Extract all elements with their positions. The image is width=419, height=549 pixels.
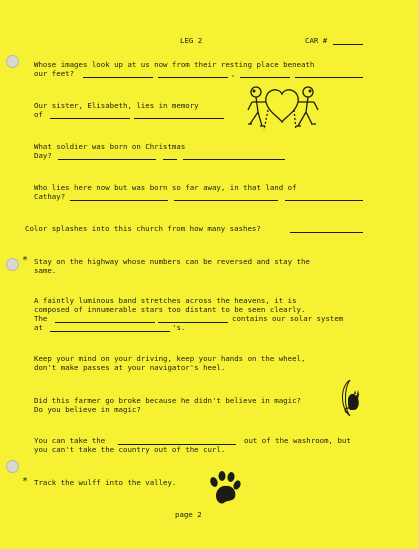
- answer-blank-7c[interactable]: [50, 324, 170, 332]
- question-9-line-2: Do you believe in magic?: [34, 405, 141, 414]
- answer-blank-10[interactable]: [118, 437, 236, 445]
- answer-blank-4a[interactable]: [70, 193, 168, 201]
- answer-blank-4b[interactable]: [174, 193, 278, 201]
- answer-blank-2b[interactable]: [134, 111, 224, 119]
- binder-hole-bottom: [6, 460, 19, 473]
- answer-blank-2a[interactable]: [50, 111, 130, 119]
- answer-blank-7b[interactable]: [158, 315, 228, 323]
- cat-on-moon-icon: [336, 378, 362, 418]
- question-2-line-1: Our sister, Elisabeth, lies in memory: [34, 101, 199, 110]
- binder-hole-top: [6, 55, 19, 68]
- car-number-blank[interactable]: [333, 37, 363, 45]
- answer-blank-4c[interactable]: [285, 193, 363, 201]
- leg-label: LEG 2: [180, 36, 203, 45]
- answer-blank-3b[interactable]: [163, 152, 177, 160]
- question-11-line-1: Track the wulff into the valley.: [34, 478, 177, 487]
- question-2-line-2: of: [34, 110, 43, 119]
- answer-blank-3c[interactable]: [183, 152, 285, 160]
- answer-blank-1d[interactable]: [295, 70, 363, 78]
- question-8-line-2: don't make passes at your navigator's heel.: [34, 363, 226, 372]
- bullet-q11: *: [22, 476, 29, 487]
- question-10-line-2: you can't take the country out of the curl.: [34, 445, 226, 454]
- answer-blank-1b[interactable]: [158, 70, 228, 78]
- answer-blank-7a[interactable]: [55, 315, 155, 323]
- answer-blank-1c[interactable]: [240, 70, 290, 78]
- question-6-line-2: same.: [34, 266, 57, 275]
- binder-hole-middle: [6, 258, 19, 271]
- question-7-line-4a: at: [34, 323, 43, 332]
- question-1-line-1: Whose images look up at us now from their resting place beneath: [34, 60, 315, 69]
- car-label: CAR #: [305, 36, 328, 45]
- dancing-figures-icon: [238, 80, 324, 140]
- question-7-line-2: composed of innumerable stars too distant to be seen clearly.: [34, 305, 306, 314]
- answer-blank-5[interactable]: [290, 225, 363, 233]
- question-4-line-2: Cathay?: [34, 192, 66, 201]
- question-7-line-3b: contains our solar system: [232, 314, 344, 323]
- answer-blank-3a[interactable]: [58, 152, 156, 160]
- question-8-line-1: Keep your mind on your driving, keep your hands on the wheel,: [34, 354, 306, 363]
- answer-blank-1a[interactable]: [83, 70, 153, 78]
- question-1-comma: ,: [231, 69, 236, 78]
- question-9-line-1: Did this farmer go broke because he didn't believe in magic?: [34, 396, 301, 405]
- question-1-line-2: our feet?: [34, 69, 75, 78]
- paw-print-icon: [206, 470, 244, 506]
- question-7-line-3a: The: [34, 314, 48, 323]
- question-4-line-1: Who lies here now but was born so far away, in that land of: [34, 183, 297, 192]
- question-10-line-1a: You can take the: [34, 436, 106, 445]
- question-5-line-1: Color splashes into this church from how many sashes?: [25, 224, 261, 233]
- question-7-line-1: A faintly luminous band stretches across the heavens, it is: [34, 296, 297, 305]
- question-3-line-1: What soldier was born on Christmas: [34, 142, 186, 151]
- bullet-q6: *: [22, 255, 29, 266]
- question-7-line-4b: 's.: [172, 323, 186, 332]
- question-10-line-1b: out of the washroom, but: [244, 436, 351, 445]
- page-number: page 2: [175, 510, 202, 519]
- question-3-line-2: Day?: [34, 151, 52, 160]
- question-6-line-1: Stay on the highway whose numbers can be reversed and stay the: [34, 257, 310, 266]
